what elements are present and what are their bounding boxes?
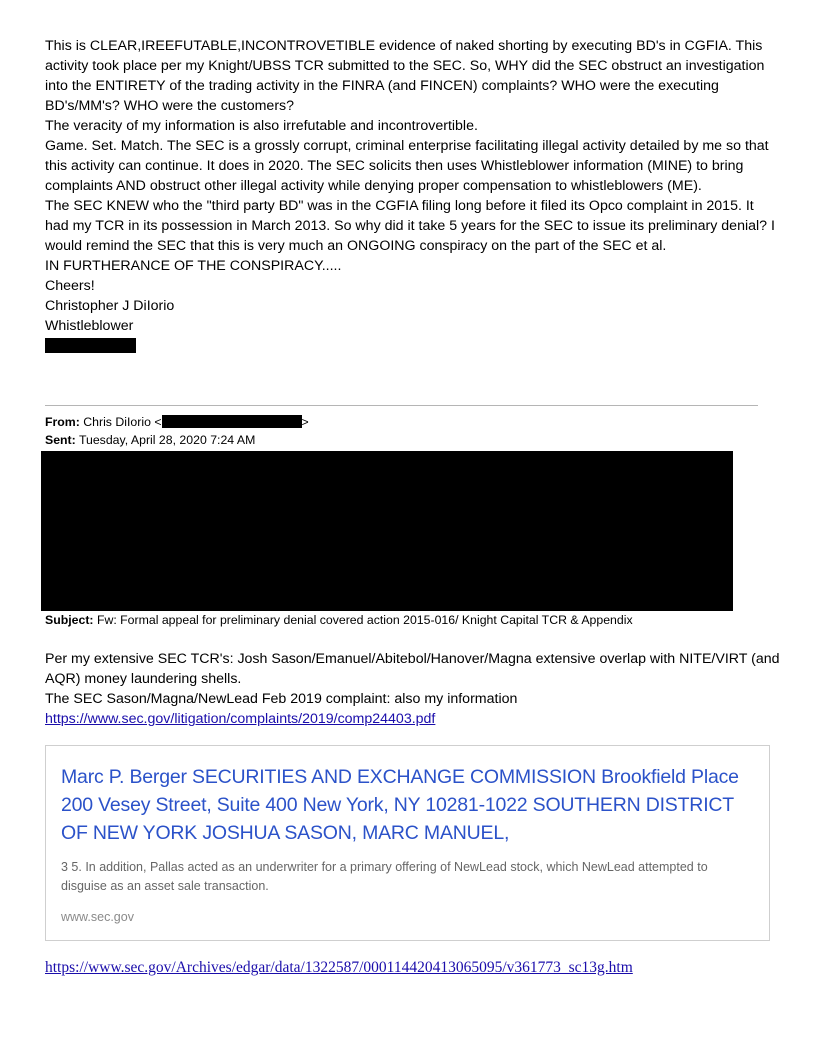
- email-divider: [45, 405, 758, 406]
- signature-title: Whistleblower: [45, 318, 134, 334]
- signature-redaction: [45, 338, 136, 353]
- from-name: Chris DiIorio <: [83, 415, 162, 429]
- sent-label: Sent:: [45, 433, 76, 447]
- footer-link-wrap: [45, 958, 633, 978]
- recipients-redaction: [41, 451, 733, 611]
- signoff: Cheers!: [45, 278, 95, 294]
- paragraph-line-4: The SEC KNEW who the "third party BD" was in the CGFIA filing long before it filed its Opco complaint in 2015. It had my TCR in its possession in March 2013. So why did it take 5 years for the SEC to issue its preliminary denial? I would remind the SEC that this is very much an ONGOING conspiracy on the part of the SEC et al.: [45, 198, 775, 254]
- paragraph-line-3: Game. Set. Match. The SEC is a grossly corrupt, criminal enterprise facilitating illegal activity detailed by me so that this activity can continue. It does in 2020. The SEC solicits then uses Whistleblower information (MINE) to bring complaints AND obstruct other illegal activity while denying proper compensation to whistleblowers (ME).: [45, 138, 769, 194]
- subject-label: Subject:: [45, 613, 94, 627]
- signature-name: Christopher J DiIorio: [45, 298, 175, 314]
- top-paragraph: [45, 36, 780, 359]
- preview-description: 3 5. In addition, Pallas acted as an underwriter for a primary offering of NewLead stock, which NewLead attempted to disguise as an asset sale transaction.: [61, 860, 708, 893]
- from-label: From:: [45, 415, 80, 429]
- subject-line: [45, 612, 633, 629]
- from-close: >: [301, 415, 309, 429]
- signature-redaction-wrap: [45, 338, 780, 359]
- sent-line: [45, 432, 255, 449]
- preview-title[interactable]: Marc P. Berger SECURITIES AND EXCHANGE COMMISSION Brookfield Place 200 Vesey Street, Suite 400 New York, NY 10281-1022 SOUTHERN DISTRICT OF NEW YORK JOSHUA SASON, MARC MANUEL,: [61, 766, 739, 844]
- sent-value: Tuesday, April 28, 2020 7:24 AM: [78, 433, 256, 447]
- paragraph-line-5: IN FURTHERANCE OF THE CONSPIRACY.....: [45, 258, 342, 274]
- edgar-filing-link[interactable]: https://www.sec.gov/Archives/edgar/data/1322587/000114420413065095/v361773_sc13g.htm: [45, 959, 633, 976]
- paragraph-line-1: This is CLEAR,IREEFUTABLE,INCONTROVETIBLE evidence of naked shorting by executing BD's in CGFIA. This activity took place per my Knight/UBSS TCR submitted to the SEC. So, WHY did the SEC obstruct an investigation into the ENTIRETY of the trading activity in the FINRA (and FINCEN) complaints? WHO were the executing BD's/MM's? WHO were the customers?: [45, 38, 765, 114]
- subject-value: Fw: Formal appeal for preliminary denial covered action 2015-016/ Knight Capital TCR & Appendix: [96, 613, 633, 627]
- body-line-1: Per my extensive SEC TCR's: Josh Sason/Emanuel/Abitebol/Hanover/Magna extensive overlap with NITE/VIRT (and AQR) money laundering shells.: [45, 651, 780, 687]
- from-email-redaction: [162, 415, 302, 428]
- from-line: [45, 414, 309, 431]
- paragraph-line-2: The veracity of my information is also irrefutable and incontrovertible.: [45, 118, 478, 134]
- link-preview-card[interactable]: [45, 745, 770, 941]
- email-body: [45, 649, 780, 729]
- preview-domain: www.sec.gov: [61, 910, 134, 924]
- body-line-2: The SEC Sason/Magna/NewLead Feb 2019 complaint: also my information: [45, 691, 518, 707]
- complaint-pdf-link[interactable]: https://www.sec.gov/litigation/complaints/2019/comp24403.pdf: [45, 711, 436, 727]
